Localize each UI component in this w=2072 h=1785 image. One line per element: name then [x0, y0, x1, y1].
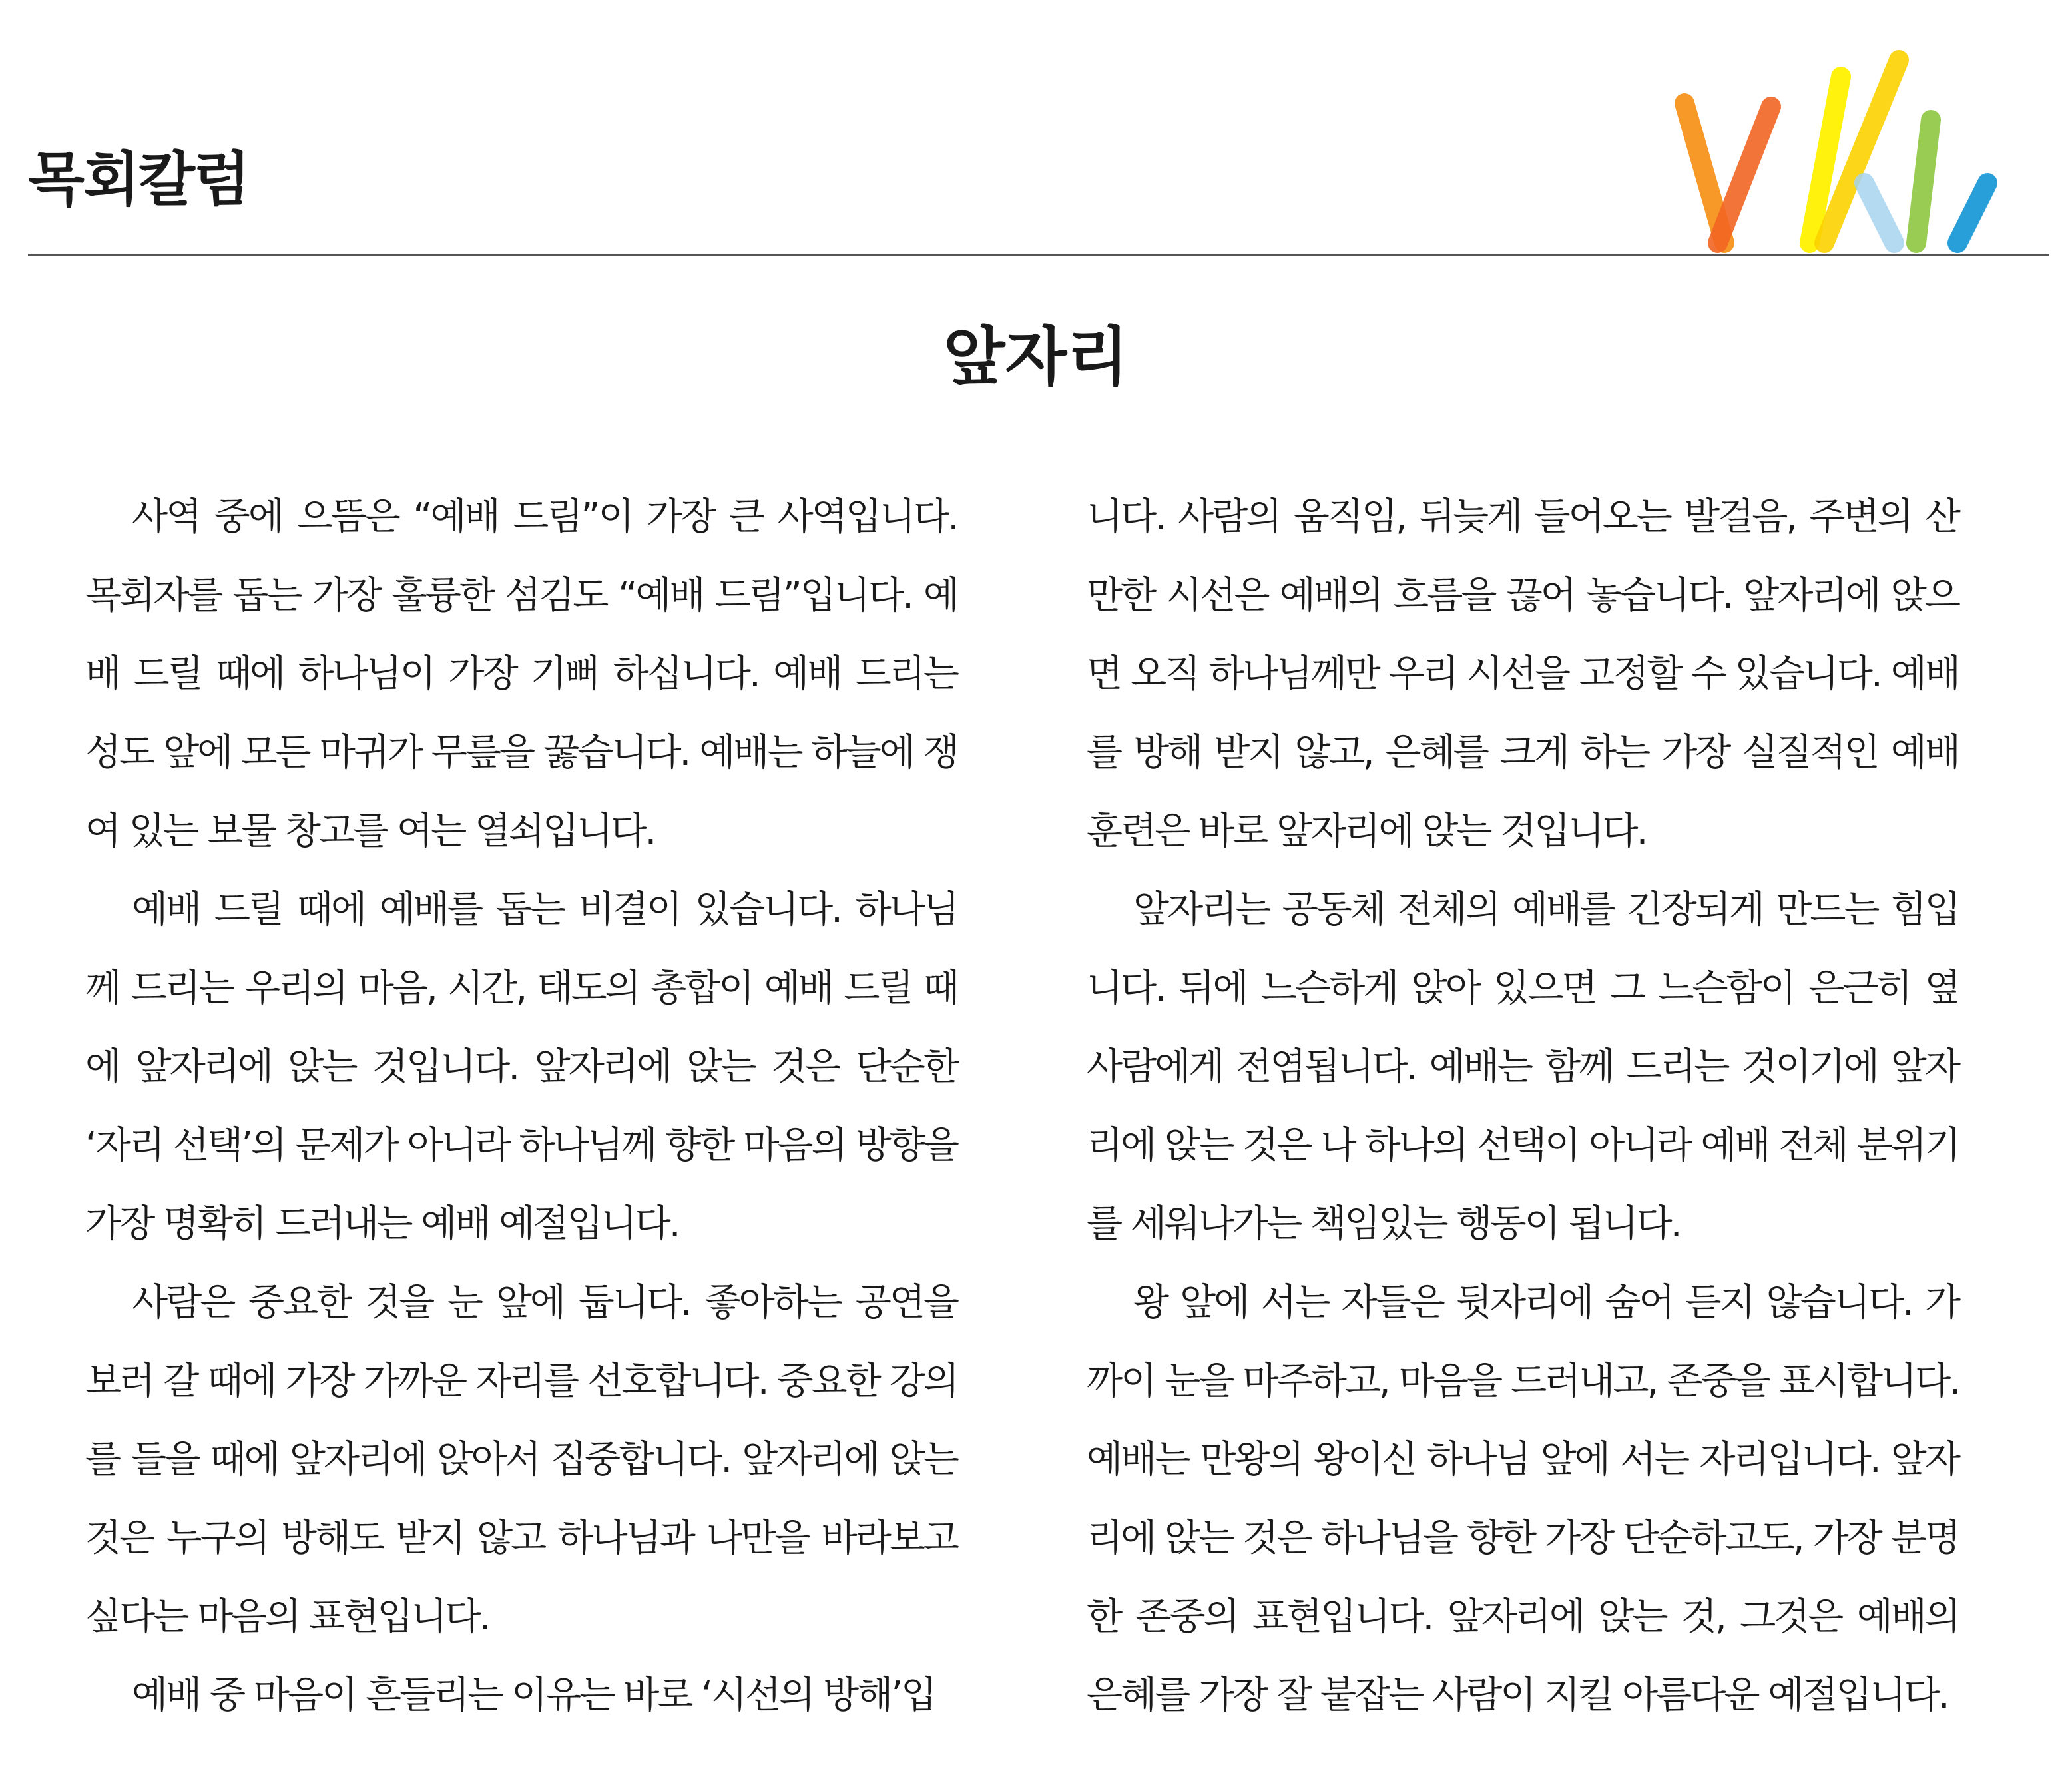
paragraph: 예배 중 마음이 흔들리는 이유는 바로 ‘시선의 방해’입 — [132, 1674, 935, 1717]
paragraph: 니다. 사람의 움직임, 뒤늦게 들어오는 발걸음, 주변의 산만한 시선은 예배의 흐름을 끊어 놓습니다. 앞자리에 앉으면 오직 하나님께만 우리 시선을 고정할 수 있습니다. 예배를 방해 받지 않고, 은혜를 크게 하는 가장 실질적인 예배 훈련은 바로 앞자리에 앉는 것입니다. — [1087, 495, 1959, 853]
church-logo-icon — [1665, 40, 2011, 266]
paragraph: 사역 중에 으뜸은 “예배 드림”이 가장 큰 사역입니다. 목회자를 돕는 가장 훌륭한 섬김도 “예배 드림”입니다. 예배 드릴 때에 하나님이 가장 기뻐 하십니다. 예배 드리는 성도 앞에 모든 마귀가 무릎을 꿇습니다. 예배는 하늘에 쟁여 있는 보물 창고를 여는 열쇠입니다. — [85, 495, 957, 853]
header-divider — [28, 254, 2049, 256]
logo-stroke — [1718, 107, 1771, 243]
paragraph: 왕 앞에 서는 자들은 뒷자리에 숨어 듣지 않습니다. 가까이 눈을 마주하고, 마음을 드러내고, 존중을 표시합니다. 예배는 만왕의 왕이신 하나님 앞에 서는 자리입니다. 앞자리에 앉는 것은 하나님을 향한 가장 단순하고도, 가장 분명한 존중의 표현입니다. 앞자리에 앉는 것, 그것은 예배의 은혜를 가장 잘 붙잡는 사람이 지킬 아름다운 예절입니다. — [1087, 1281, 1959, 1717]
paragraph: 예배 드릴 때에 예배를 돕는 비결이 있습니다. 하나님께 드리는 우리의 마음, 시간, 태도의 총합이 예배 드릴 때에 앞자리에 앉는 것입니다. 앞자리에 앉는 것은 단순한 ‘자리 선택’의 문제가 아니라 하나님께 향한 마음의 방향을 가장 명확히 드러내는 예배 예절입니다. — [85, 888, 957, 1246]
article-title: 앞자리 — [943, 320, 1129, 394]
logo-stroke — [1957, 183, 1987, 243]
paragraph: 사람은 중요한 것을 눈 앞에 둡니다. 좋아하는 공연을 보러 갈 때에 가장 가까운 자리를 선호합니다. 중요한 강의를 들을 때에 앞자리에 앉아서 집중합니다. 앞자리에 앉는 것은 누구의 방해도 받지 않고 하나님과 나만을 바라보고 싶다는 마음의 표현입니다. — [85, 1281, 957, 1639]
paragraph: 앞자리는 공동체 전체의 예배를 긴장되게 만드는 힘입니다. 뒤에 느슨하게 앉아 있으면 그 느슨함이 은근히 옆 사람에게 전염됩니다. 예배는 함께 드리는 것이기에 앞자리에 앉는 것은 나 하나의 선택이 아니라 예배 전체 분위기를 세워나가는 책임있는 행동이 됩니다. — [1087, 888, 1959, 1246]
article-column-right — [1087, 478, 1959, 1735]
section-title: 목회칼럼 — [28, 145, 250, 214]
logo-stroke — [1864, 183, 1894, 243]
article-column-left — [85, 478, 957, 1735]
logo-stroke — [1916, 120, 1931, 243]
